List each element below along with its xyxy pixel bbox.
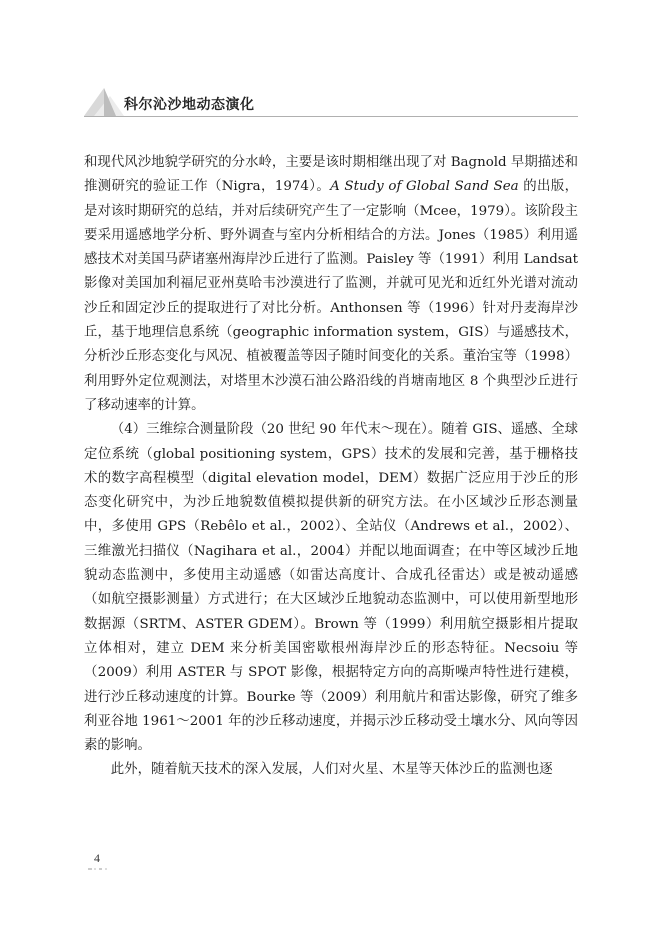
page-ornament-icon (88, 866, 116, 872)
header-divider (84, 116, 578, 117)
book-title: A Study of Global Sand Sea (330, 179, 519, 195)
paragraph-2: （4）三维综合测量阶段（20 世纪 90 年代末～现在）。随着 GIS、遥感、全球定位系统（global positioning system，GPS）技术的发展和完善，基于栅格技术的数字高程模型（digital elevation model，DEM）数据广泛应用于沙丘的形态变化研究中，为沙丘地貌数值模拟提供新的研究方法。在小区域沙丘形态测量中，多使用 GPS（Rebêlo et al.，2002）、全站仪（Andrews et al.，2002）、三维激光扫描仪（Nagihara et al.，2004）并配以地面调查；在中等区域沙丘地貌动态监测中，多使用主动遥感（如雷达高度计、合成孔径雷达）或是被动遥感（如航空摄影测量）方式进行；在大区域沙丘地貌动态监测中，可以使用新型地形数据源（SRTM、ASTER GDEM）。Brown 等（1999）利用航空摄影相片提取立体相对，建立 DEM 来分析美国密歇根州海岸沙丘的形态特征。Necsoiu 等（2009）利用 ASTER 与 SPOT 影像，根据特定方向的高斯噪声特性进行建模，进行沙丘移动速度的计算。Bourke 等（2009）利用航片和雷达影像，研究了维多利亚谷地 1961～2001 年的沙丘移动速度，并揭示沙丘移动受土壤水分、风向等因素的影响。 (84, 422, 578, 754)
running-header (84, 86, 584, 116)
running-header-title: 科尔沁沙地动态演化 (124, 97, 255, 113)
paragraph-1-text-a: 和现代风沙地貌学研究的分水岭，主要是该时期相继出现了对 Bagnold 早期描述和推测研究的验证工作（Nigra，1974）。 (84, 155, 578, 195)
body-text (84, 151, 578, 783)
paragraph-1 (84, 151, 578, 418)
paragraph-3: 此外，随着航天技术的深入发展，人们对火星、木星等天体沙丘的监测也逐 (110, 762, 553, 778)
paragraph-1-text-b: 的出版，是对该时期研究的总结，并对后续研究产生了一定影响（Mcee，1979）。该阶段主要采用遥感地学分析、野外调查与室内分析相结合的方法。Jones（1985）利用遥感技术对美国马萨诸塞州海岸沙丘进行了监测。Paisley 等（1991）利用 Landsat 影像对美国加利福尼亚州莫哈韦沙漠进行了监测，并就可见光和近红外光谱对流动沙丘和固定沙丘的提取进行了对比分析。Anthonsen 等（1996）针对丹麦海岸沙丘，基于地理信息系统（geographic information system，GIS）与遥感技术，分析沙丘形态变化与风况、植被覆盖等因子随时间变化的关系。董治宝等（1998）利用野外定位观测法，对塔里木沙漠石油公路沿线的肖塘南地区 8 个典型沙丘进行了移动速率的计算。 (84, 179, 578, 413)
page-number: 4 (94, 851, 100, 865)
